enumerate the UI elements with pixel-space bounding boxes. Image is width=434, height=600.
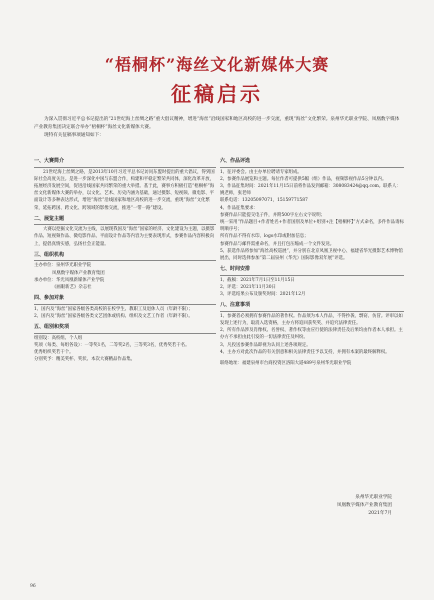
note-line: 1、参赛者必须拥有参赛作品的著作权。作品须为本人作品，不得抄袭、剽窃、仿冒。评审以如发现上述行为，取消入选资格，主办方将追回获奖奖、并追究法律责任。 xyxy=(220,313,403,326)
note-line: 2、所有作品涉及肖像权、名誉权、著作权等由应行使的法律责任及后果均由作者本人承担。主办方不承担由此引发的一切法律责任及纠纷。 xyxy=(220,328,403,341)
selection-line: 3、作品征集时间：2021年11月15日前将作品发到邮箱：308083424@qq.com。联系人：姚老师，张老师 xyxy=(220,183,401,197)
participant-line: 1、国内及“海丝”国家各级各类高校的在校学生、教职工及退休人员（年龄不限）； xyxy=(34,306,193,312)
right-column xyxy=(220,158,404,371)
participant-line: 2、国内及“海丝”国家各级各类文艺团体或机构、组织及文艺工作者（年龄不限）。 xyxy=(34,313,193,319)
note-line: 3、凡投送参赛作品即视为认同上述各项规定。 xyxy=(220,342,311,348)
signature-line: 泉州华光职业学院 xyxy=(355,495,392,500)
section-intro xyxy=(34,158,216,212)
section-awards xyxy=(34,324,216,363)
signature-line: 凤凰数字媒体产业教育集团 xyxy=(336,503,392,508)
signature-date: 2021年7月 xyxy=(368,511,392,516)
intro-section xyxy=(34,116,402,140)
award-line: 奖项（每类、每组各设）：一等奖1名，二等奖2名，三等奖3名，优秀奖若干名。 xyxy=(34,342,190,348)
schedule-line: 2、评选：2021年11月30日 xyxy=(220,284,276,290)
headline-subtitle: 征稿启示 xyxy=(171,82,263,106)
organizer-line: 主办单位：泉州华光职业学院 xyxy=(34,263,92,269)
award-line: 组别设：高校组、个人组 xyxy=(34,335,83,341)
section-notes xyxy=(220,302,404,367)
section-text: 21世纪海上丝绸之路，是2013年10月习近平总书记访问东盟时提出的重大倡议，得到国际社会高度关注。是进一步深化中国与东盟合作，构建和平稳定繁荣共同体，深化改革开放，拓展经济发展空间，促进沿线国家共同繁荣的重大举措。基于此，赛事方积极打造“梧桐杯”海丝文化新媒体大赛的举办，以文化、艺术、历史内涵为基础，通过摄影、短视频、微电影、平面设计等多种表达形式，增进“海丝”沿线国家和地区高校的进一步交流，重现“海丝”文化繁荣，延拓跨国、跨文化、跨领域的影像交流，推进“一带一路”建设。 xyxy=(34,169,215,211)
selection-line: 统一采用“作品题目+作者姓名+作者国别及单位+组别+注【梧桐杯】”方式命名，多件作品请标明顺序号； xyxy=(220,219,404,233)
section-text: 大赛以挖掘文化交流为主线，以展现我国及“海丝”国家的经济、文化建设为主题，以摄影作品、短视频作品、微电影作品、平面设计作品等内容为主要表现形式，参赛作品内容积极向上，提倡真情实感，弘扬社会正能量。 xyxy=(34,227,215,247)
award-line: 优秀组织奖若干个。 xyxy=(34,349,74,355)
section-title: 七、时间安排 xyxy=(220,266,404,276)
section-title: 八、注意事项 xyxy=(220,302,404,312)
contact-phone: 联系电话：13205097071，15159771587 xyxy=(220,198,308,204)
section-title: 二、展览主题 xyxy=(34,216,216,226)
section-title: 三、组织机构 xyxy=(34,252,216,262)
selection-line: 4、作品征集要求： xyxy=(220,205,258,211)
award-line: 分别奖予：精美奖杯、奖状、本次大赛精品作品集。 xyxy=(34,357,135,363)
left-column xyxy=(34,158,216,367)
organizer-line: 承办单位：华光凤凰新媒体产业学院 xyxy=(34,277,105,283)
intro-paragraph: 为深入贯彻习近平总书记提出的“21世纪海上丝绸之路”重大倡议精神，增进“海丝”沿线国家和地区高校的进一步交流，重现“海丝”文化繁荣。泉州华光职业学院、凤凰数字媒体产业教育集团决定联合举办“梧桐杯”海丝文化新媒体大赛。 xyxy=(34,117,400,130)
section-title: 一、大赛简介 xyxy=(34,158,216,168)
selection-line: 所有作品不得有水印、logo水印或附加信息； xyxy=(220,234,309,240)
organizer-line: 《画眼新艺》杂志社 xyxy=(52,284,92,290)
headline-title: “梧桐杯”海丝文化新媒体大赛 xyxy=(104,55,330,74)
section-title: 四、参加对象 xyxy=(34,295,216,305)
selection-line: 2、参赛作品展览和主题。每位作者可提供5幅（组）作品，视频影视作品5分钟以内。 xyxy=(220,176,387,182)
signature-block xyxy=(337,494,392,518)
section-title: 六、作品评选 xyxy=(220,158,404,168)
section-selection xyxy=(220,158,404,262)
intro-notice: 现特有关征稿事项通知如下： xyxy=(44,133,104,138)
schedule-line: 3、评选结果公布及颁奖时间：2021年12月 xyxy=(220,292,306,298)
selection-line: 参赛作品只能提交电子件，并附500字左右文字说明； xyxy=(220,212,325,218)
schedule-line: 1、截稿：2021年7月1日至11月15日 xyxy=(220,277,295,283)
contact-address: 联络地址：福建泉州市台商投资区洛阳大道489号泉州华光职业学院 xyxy=(220,360,352,366)
section-participants xyxy=(34,295,216,320)
section-theme xyxy=(34,216,216,248)
selection-line: 参赛作品与邮件需重命名，并且打包压缩成一个文件发送。 xyxy=(220,241,335,247)
organizer-line: 凤凰数字媒体产业教育集团 xyxy=(52,270,105,276)
section-organizers xyxy=(34,252,216,291)
note-line: 4、主办方对此次作品的有关创意和相关法律责任予以支持，并拥有本案的最终解释权。 xyxy=(220,349,390,355)
section-schedule xyxy=(220,266,404,298)
page-number: 96 xyxy=(30,584,36,589)
selection-line: 1、征评委会。由主办单位聘请专家组成。 xyxy=(220,169,302,175)
selection-line: 5、获选作品将参加“海丝高校巡展”，并分别在北京凤凰卫视中心、福建省华光摄影艺术博物馆展出，同时选择参加“第二届泉州（华光）国际影像双年展”评选。 xyxy=(220,248,403,261)
section-title: 五、组别和奖项 xyxy=(34,324,216,334)
